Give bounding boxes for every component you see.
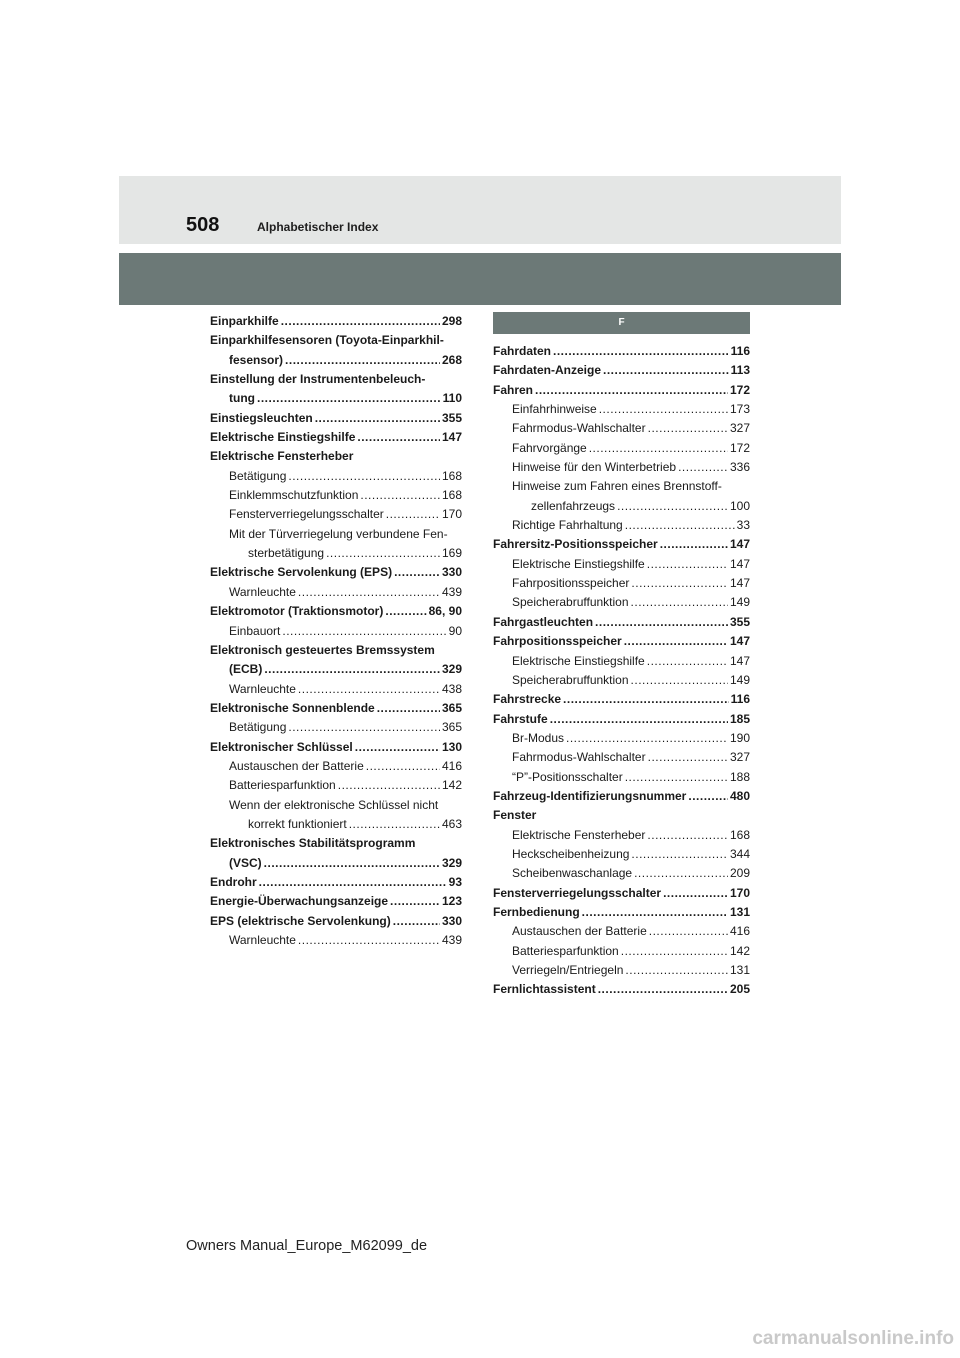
entry-text: Fahren [493,382,534,397]
entry-page: 188 [729,769,750,784]
index-subentry [493,419,750,438]
index-subentry [493,497,750,516]
entry-page: 365 [441,720,462,735]
index-subentry [493,864,750,883]
watermark: carmanualsonline.info [752,1328,954,1349]
entry-page: 131 [729,963,750,977]
index-subentry [493,574,750,593]
dot-leader [649,922,728,941]
index-subentry [493,555,750,574]
dot-leader [553,342,729,361]
entry-text: Fensterverriegelungsschalter [493,885,662,900]
index-entry: Elektronisch gesteuertes Bremssystem [210,642,435,657]
index-entry [493,535,750,554]
dot-leader [625,516,735,535]
index-entry [210,892,462,911]
entry-page: 336 [729,460,750,475]
entry-text: Betätigung [229,720,287,735]
entry-page: 416 [729,924,750,939]
entry-text: Betätigung [229,468,287,483]
dot-leader [663,884,728,903]
entry-text: “P”-Positionsschalter [512,769,623,784]
entry-page: 327 [729,421,750,436]
entry-text: Fahrstufe [493,711,548,726]
dot-leader [259,873,447,892]
entry-page: 33 [736,518,750,533]
entry-text: Hinweise für den Winterbetrieb [512,460,677,475]
entry-text: Austauschen der Batterie [512,924,647,939]
entry-text: Fahrmodus-Wahlschalter [512,750,646,765]
entry-page: 205 [729,982,750,997]
index-entry [493,632,750,651]
index-subentry [210,544,462,563]
dot-leader [688,787,728,806]
index-entry [493,342,750,361]
entry-text: Elektromotor (Traktionsmotor) [210,604,384,619]
entry-text: (VSC) [229,855,262,870]
dot-leader [386,505,440,524]
index-entry [493,613,750,632]
index-entry [210,409,462,428]
index-entry [210,351,462,370]
dot-leader [281,312,440,331]
entry-text: Elektronischer Schlüssel [210,739,353,754]
entry-text: Speicherabruffunktion [512,595,629,610]
dot-leader [678,458,728,477]
index-subentry [493,439,750,458]
entry-text: Einstiegsleuchten [210,410,313,425]
dot-leader [355,738,440,757]
index-subentry [493,768,750,787]
entry-page: 330 [441,913,462,928]
entry-text: Elektrische Servolenkung (EPS) [210,565,393,580]
index-subentry [493,826,750,845]
index-subentry [210,680,462,699]
section-letter-f: F [493,312,750,334]
header-dark-band [119,253,841,305]
dot-leader [366,757,440,776]
dot-leader [288,718,440,737]
entry-page: 439 [441,933,462,947]
entry-page: 327 [729,750,750,765]
entry-text: Elektronische Sonnenblende [210,700,375,715]
index-entry [493,884,750,903]
dot-leader [393,912,440,931]
dot-leader [298,680,440,699]
entry-page: 131 [729,904,750,919]
entry-text: Fahrdaten-Anzeige [493,363,602,378]
entry-text: Energie-Überwachungsanzeige [210,894,389,909]
dot-leader [377,699,440,718]
entry-page: 147 [729,537,750,552]
index-subentry [493,922,750,941]
dot-leader [257,389,441,408]
dot-leader [647,826,728,845]
entry-page: 169 [441,546,462,561]
entry-page: 142 [729,943,750,958]
dot-leader [357,428,440,447]
dot-leader [634,864,728,883]
dot-leader [298,583,440,602]
entry-page: 110 [442,391,462,406]
dot-leader [582,903,728,922]
index-subentry [493,652,750,671]
dot-leader [338,776,440,795]
index-entry: Wenn der elektronische Schlüssel nicht [229,797,439,812]
index-subentry [493,729,750,748]
dot-leader [599,400,728,419]
dot-leader [595,613,728,632]
dot-leader [326,544,440,563]
entry-text: Fahrzeug-Identifizierungsnummer [493,788,687,803]
entry-text: Fahrdaten [493,344,552,358]
dot-leader [315,409,440,428]
entry-text: Einfahrhinweise [512,402,597,417]
entry-page: 116 [730,344,750,358]
index-entry [210,563,462,582]
entry-text: Warnleuchte [229,681,296,696]
index-entry [210,873,462,892]
entry-page: 172 [729,382,750,397]
index-entry [493,361,750,380]
entry-text: Fensterverriegelungsschalter [229,507,384,522]
entry-page: 149 [729,672,750,687]
entry-text: Endrohr [210,874,257,889]
index-subentry [493,516,750,535]
dot-leader [563,690,729,709]
entry-page: 329 [441,662,462,677]
entry-text: Heckscheibenheizung [512,846,630,861]
index-subentry [493,748,750,767]
index-entry: Elektrische Fensterheber [210,449,354,464]
entry-text: tung [229,391,255,406]
page-title: Alphabetischer Index [257,220,379,234]
dot-leader [349,815,440,834]
entry-text: Elektrische Fensterheber [512,827,646,842]
dot-leader [285,351,440,370]
index-subentry [210,776,462,795]
index-subentry [210,486,462,505]
entry-text: Richtige Fahrhaltung [512,518,623,533]
entry-text: zellenfahrzeugs [531,498,616,513]
dot-leader [394,563,440,582]
entry-text: Fahrpositionsspeicher [493,634,622,649]
index-subentry [210,718,462,737]
entry-page: 90 [448,623,462,638]
entry-page: 344 [729,846,750,861]
entry-text: Batteriesparfunktion [229,778,336,793]
entry-text: Einbauort [229,623,281,638]
entry-page: 438 [441,681,462,696]
index-subentry [493,845,750,864]
dot-leader [624,632,728,651]
index-subentry [493,400,750,419]
entry-text: fesensor) [229,352,284,367]
index-subentry [493,671,750,690]
entry-page: 147 [729,634,750,649]
entry-page: 298 [441,314,462,328]
entry-page: 209 [729,866,750,881]
index-subentry [210,583,462,602]
entry-page: 100 [729,498,750,513]
entry-text: Fahrpositionsspeicher [512,576,630,591]
entry-page: 116 [730,692,750,707]
index-subentry [493,458,750,477]
entry-text: Speicherabruffunktion [512,672,629,687]
entry-page: 147 [729,576,750,591]
entry-text: Br-Modus [512,730,565,745]
entry-page: 185 [729,711,750,726]
index-entry [493,690,750,709]
index-subentry [210,505,462,524]
dot-leader [617,497,728,516]
entry-page: 416 [441,758,462,773]
index-entry: Elektronisches Stabilitätsprogramm [210,836,416,851]
index-subentry [493,942,750,961]
entry-page: 365 [441,700,462,715]
entry-page: 170 [729,885,750,900]
dot-leader [625,768,728,787]
dot-leader [298,931,440,950]
index-entry [210,428,462,447]
dot-leader [288,467,440,486]
entry-text: Elektrische Einstiegshilfe [512,556,645,571]
entry-text: Fahrstrecke [493,692,562,707]
dot-leader [264,660,440,679]
dot-leader [282,622,446,641]
entry-page: 329 [441,855,462,870]
entry-page: 355 [729,614,750,629]
header-band [119,176,841,244]
index-subentry [210,815,462,834]
index-entry: Mit der Türverriegelung verbundene Fen- [229,526,448,541]
dot-leader [360,486,440,505]
index-entry [210,738,462,757]
entry-page: 149 [729,595,750,610]
entry-page: 480 [729,788,750,803]
entry-text: Warnleuchte [229,933,296,947]
entry-page: 147 [729,556,750,571]
dot-leader [660,535,728,554]
index-subentry [210,757,462,776]
dot-leader [550,710,728,729]
entry-page: 172 [729,440,750,455]
entry-page: 123 [441,894,462,909]
dot-leader [566,729,728,748]
dot-leader [535,381,728,400]
index-entry [210,660,462,679]
entry-text: Warnleuchte [229,584,296,599]
entry-text: EPS (elektrische Servolenkung) [210,913,391,928]
index-entry [210,854,462,873]
index-entry: Fenster [493,808,537,823]
index-column-left [210,312,462,950]
index-entry [493,903,750,922]
entry-text: Austauschen der Batterie [229,758,364,773]
entry-page: 355 [441,410,462,425]
entry-text: Fahrmodus-Wahlschalter [512,421,646,436]
index-entry: Hinweise zum Fahren eines Brennstoff- [512,479,722,494]
entry-text: Fahrersitz-Positionsspeicher [493,537,658,552]
footer-doc-id: Owners Manual_Europe_M62099_de [186,1238,428,1254]
dot-leader [648,419,728,438]
dot-leader [598,980,728,999]
dot-leader [631,671,728,690]
entry-page: 147 [441,430,462,445]
entry-page: 170 [441,507,462,522]
entry-text: sterbetätigung [248,546,325,561]
index-entry [210,312,462,331]
index-column-right [493,312,750,1000]
entry-page: 86, 90 [428,604,462,619]
dot-leader [621,942,728,961]
entry-page: 142 [441,778,462,793]
index-entry [493,980,750,999]
index-entry [210,699,462,718]
entry-page: 439 [441,584,462,599]
dot-leader [631,845,728,864]
dot-leader [648,748,728,767]
entry-text: Fernlichtassistent [493,982,596,997]
index-entry: Einstellung der Instrumentenbeleuch- [210,372,426,387]
dot-leader [603,361,729,380]
entry-page: 168 [729,827,750,842]
dot-leader [385,602,426,621]
dot-leader [390,892,440,911]
dot-leader [647,652,728,671]
index-subentry [210,931,462,950]
dot-leader [647,555,728,574]
dot-leader [631,574,728,593]
entry-page: 93 [448,874,462,889]
entry-text: Einklemmschutzfunktion [229,488,359,503]
dot-leader [264,854,440,873]
entry-text: Fahrgastleuchten [493,614,594,629]
index-subentry [493,593,750,612]
index-entry [210,389,462,408]
entry-page: 130 [441,739,462,754]
entry-page: 463 [441,816,462,831]
page-number: 508 [186,214,220,236]
index-subentry [493,961,750,980]
dot-leader [625,961,728,980]
dot-leader [589,439,728,458]
entry-page: 190 [729,730,750,745]
entry-text: Elektrische Einstiegshilfe [512,653,645,668]
entry-text: Fernbedienung [493,904,580,919]
index-entry [493,787,750,806]
entry-page: 268 [441,352,462,367]
entry-text: Fahrvorgänge [512,440,587,455]
index-entry [493,381,750,400]
entry-text: Verriegeln/Entriegeln [512,963,624,977]
entry-page: 168 [441,488,462,503]
dot-leader [631,593,728,612]
entry-page: 168 [441,468,462,483]
entry-text: Elektrische Einstiegshilfe [210,430,356,445]
index-entry [210,912,462,931]
index-entry: Einparkhilfesensoren (Toyota-Einparkhil- [210,333,444,348]
entry-text: (ECB) [229,662,263,677]
entry-page: 330 [441,565,462,580]
entry-page: 113 [730,363,750,378]
entry-text: Einparkhilfe [210,314,279,328]
index-list-f [493,342,750,1000]
entry-page: 173 [729,402,750,417]
index-subentry [210,622,462,641]
index-subentry [210,467,462,486]
entry-page: 147 [729,653,750,668]
index-entry [210,602,462,621]
entry-text: Scheibenwaschanlage [512,866,633,881]
entry-text: korrekt funktioniert [248,816,347,831]
entry-text: Batteriesparfunktion [512,943,619,958]
index-entry [493,710,750,729]
